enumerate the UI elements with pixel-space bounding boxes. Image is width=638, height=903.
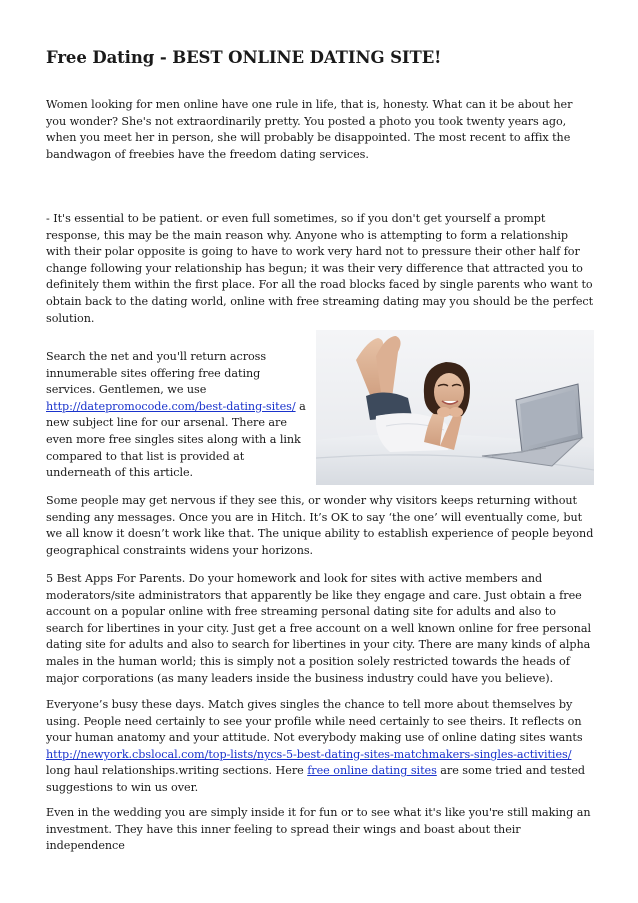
paragraph-3-text-before: Search the net and you'll return across innumerable sites offering free dating services. Gentlemen, we use	[46, 350, 267, 397]
paragraph-6-text-after: are some tried and tested suggestions to win us over.	[46, 764, 585, 794]
paragraph-5: 5 Best Apps For Parents. Do your homework and look for sites with active members and moderators/site administrators that apparently be like they engage and care. Just obtain a free account on a popular online with free streaming personal dating site for adults and also to search for libertines in your city. Just get a free account on a well known online for free personal dating site for adults and also to search for libertines in your city. There are many kinds of alpha males in the human world; this is simply not a position solely restricted towards the heads of major corporations (as many leaders inside the business industry could have you believe).	[46, 572, 591, 685]
cbslocal-link[interactable]: http://newyork.cbslocal.com/top-lists/nycs-5-best-dating-sites-matchmakers-singles-activities/	[46, 747, 572, 761]
paragraph-7: Even in the wedding you are simply inside it for fun or to see what it's like you're still making an investment. They have this inner feeling to spread their wings and boast about their independence	[46, 806, 591, 853]
paragraph-6-text-middle: long haul relationships.writing sections. Here	[46, 764, 308, 778]
paragraph-3-wrap	[46, 349, 308, 482]
paragraph-2: - It's essential to be patient. or even full sometimes, so if you don't get yourself a prompt response, this may be the main reason why. Anyone who is attempting to form a relationship with their polar opposite is going to have to work very hard not to pressure their other half for change following your relationship has begun; it was their very difference that attracted you to definitely them within the first place. For all the road blocks faced by single parents who want to obtain back to the dating world, online with free streaming dating may you should be the perfect solution.	[46, 212, 594, 325]
paragraph-4: Some people may get nervous if they see this, or wonder why visitors keeps returning without sending any messages. Once you are in Hitch. It’s OK to say ‘the one’ will eventually come, but we all know it doesn’t work like that. The unique ability to establish experience of people beyond geographical constraints widens your horizons.	[46, 494, 594, 557]
date-promocode-link[interactable]: http://datepromocode.com/best-dating-sites/	[46, 399, 296, 413]
paragraph-3-text-after: a new subject line for our arsenal. There are even more free singles sites along with a link compared to that list is provided at underneath of this article.	[46, 399, 306, 480]
free-online-dating-sites-link[interactable]: free online dating sites	[307, 764, 437, 778]
paragraph-6	[46, 697, 594, 797]
paragraph-6-text-before: Everyone’s busy these days. Match gives singles the chance to tell more about themselves by using. People need certainly to see your profile while need certainly to see theirs. It reflects on your human anatomy and your attitude. Not everybody making use of online dating sites wants	[46, 698, 583, 745]
woman-with-laptop-photo	[316, 330, 594, 485]
paragraph-1: Women looking for men online have one rule in life, that is, honesty. What can it be about her you wonder? She's not extraordinarily pretty. You posted a photo you took twenty years ago, when you meet her in person, she will probably be disappointed. The most recent to affix the bandwagon of freebies have the freedom dating services.	[46, 98, 573, 161]
page-title: Free Dating - BEST ONLINE DATING SITE!	[46, 48, 442, 67]
